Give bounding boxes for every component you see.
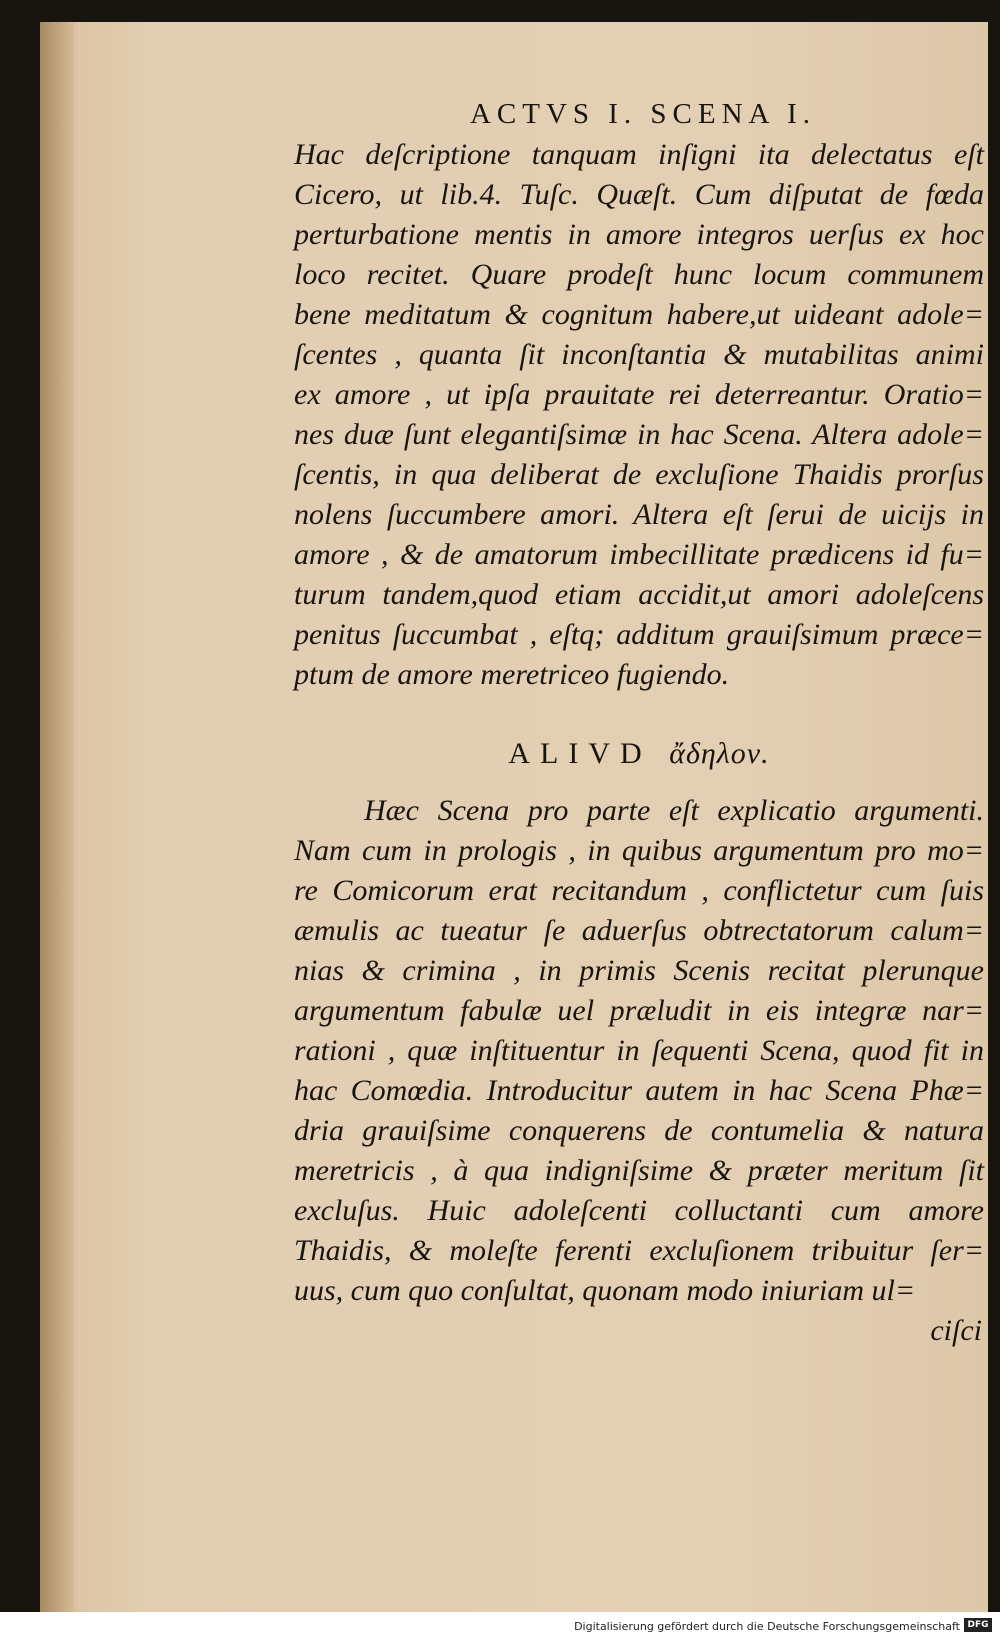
text-line: excluſus. Huic adoleſcenti colluctanti cum amore <box>294 1194 984 1227</box>
digitization-footer <box>0 1612 1000 1639</box>
text-line: meretricis , à qua indigniſsime & præter meritum ſit <box>294 1154 984 1187</box>
text-line: dria grauiſsime conquerens de contumelia & natura <box>294 1114 984 1147</box>
section-heading <box>294 737 984 771</box>
text-line: ſcentes , quanta ſit inconſtantia & mutabilitas animi <box>294 338 984 371</box>
paragraph-2 <box>294 791 984 1311</box>
text-line: re Comicorum erat recitandum , conflictetur cum ſuis <box>294 874 984 907</box>
text-line: nolens ſuccumbere amori. Altera eſt ſerui de uicijs in <box>294 498 984 531</box>
catchword: ciſci <box>930 1314 982 1347</box>
text-line: uus, cum quo conſultat, quonam modo iniuriam ul= <box>294 1274 916 1307</box>
text-line: argumentum fabulæ uel præludit in eis integræ nar= <box>294 994 984 1027</box>
text-line: Hæc Scena pro parte eſt explicatio argumenti. <box>364 794 984 827</box>
running-head: ACTVS I. SCENA I. <box>469 98 817 130</box>
text-line: amore , & de amatorum imbecillitate prædicens id fu= <box>294 538 984 571</box>
text-line: hac Comœdia. Introducitur autem in hac Scena Phæ= <box>294 1074 984 1107</box>
text-line: perturbatione mentis in amore integros uerſus ex hoc <box>294 218 984 251</box>
text-line: æmulis ac tueatur ſe aduerſus obtrectatorum calum= <box>294 914 984 947</box>
text-line: Hac deſcriptione tanquam inſigni ita delectatus eſt <box>294 138 984 171</box>
section-heading-latin: ALIVD <box>508 737 652 770</box>
section-heading-greek: ἄδηλον. <box>669 737 770 770</box>
text-line: Cicero, ut lib.4. Tuſc. Quæſt. Cum diſputat de fœda <box>294 178 984 211</box>
text-line: ſcentis, in qua deliberat de excluſione Thaidis prorſus <box>294 458 984 491</box>
text-line: nias & crimina , in primis Scenis recitat plerunque <box>294 954 984 987</box>
text-line: rationi , quæ inſtituentur in ſequenti Scena, quod fit in <box>294 1034 984 1067</box>
text-line: ptum de amore meretriceo fugiendo. <box>294 658 730 691</box>
text-line: nes duæ ſunt elegantiſsimæ in hac Scena. Altera adole= <box>294 418 984 451</box>
paragraph-1 <box>294 135 984 695</box>
text-line: Thaidis, & moleſte ferenti excluſionem tribuitur ſer= <box>294 1234 984 1267</box>
text-line: loco recitet. Quare prodeſt hunc locum communem <box>294 258 984 291</box>
text-line: ex amore , ut ipſa prauitate rei deterreantur. Oratio= <box>294 378 984 411</box>
dfg-logo: DFG <box>964 1618 992 1632</box>
text-line: turum tandem,quod etiam accidit,ut amori adoleſcens <box>294 578 984 611</box>
page-gutter <box>40 22 74 1612</box>
page-text <box>294 98 984 1351</box>
text-line: Nam cum in prologis , in quibus argumentum pro mo= <box>294 834 984 867</box>
footer-credit: Digitalisierung gefördert durch die Deutsche Forschungsgemeinschaft <box>574 1620 960 1633</box>
text-line: bene meditatum & cognitum habere,ut uideant adole= <box>294 298 984 331</box>
text-line: penitus ſuccumbat , eſtq; additum grauiſsimum præce= <box>294 618 984 651</box>
